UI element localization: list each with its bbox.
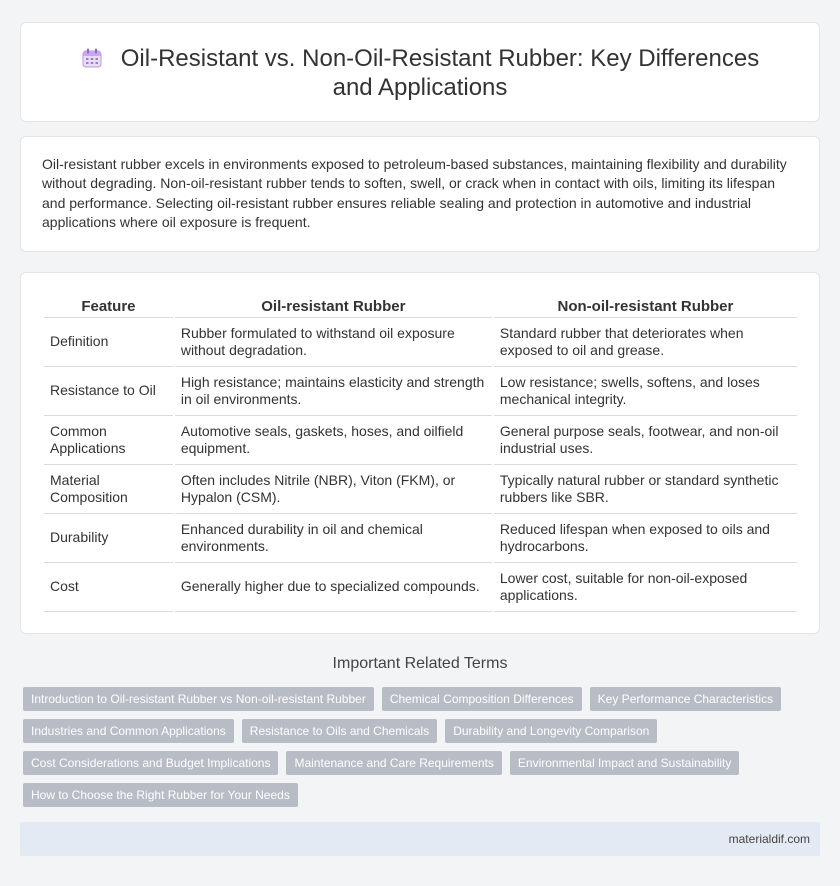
feature-cell: Cost: [44, 563, 173, 612]
feature-cell: Material Composition: [44, 465, 173, 514]
intro-paragraph: Oil-resistant rubber excels in environments exposed to petroleum-based substances, maintaining flexibility and durability without degrading. Non-oil-resistant rubber tends to soften, swell, or crack when in contact with oils, limiting its lifespan and performance. Selecting oil-resistant rubber ensures reliable sealing and protection in automotive and industrial applications where oil exposure is frequent.: [42, 156, 787, 230]
table-row: [44, 514, 797, 563]
oil-resistant-cell: High resistance; maintains elasticity and strength in oil environments.: [175, 367, 492, 416]
non-oil-resistant-cell: Low resistance; swells, softens, and loses mechanical integrity.: [494, 367, 797, 416]
feature-cell: Durability: [44, 514, 173, 563]
table-row: [44, 367, 797, 416]
footer-bar: [20, 822, 820, 856]
comparison-table: [42, 296, 799, 612]
page-title-wrap: [61, 44, 779, 102]
table-row: [44, 416, 797, 465]
related-term-tag[interactable]: Maintenance and Care Requirements: [286, 751, 501, 775]
column-header-oil-resistant: Oil-resistant Rubber: [175, 296, 492, 318]
table-header-row: [44, 296, 797, 318]
calendar-icon: [81, 47, 103, 69]
column-header-non-oil-resistant: Non-oil-resistant Rubber: [494, 296, 797, 318]
related-term-tag[interactable]: Industries and Common Applications: [23, 719, 234, 743]
related-term-tag[interactable]: Introduction to Oil-resistant Rubber vs Non-oil-resistant Rubber: [23, 687, 374, 711]
oil-resistant-cell: Automotive seals, gaskets, hoses, and oilfield equipment.: [175, 416, 492, 465]
related-terms-heading: Important Related Terms: [332, 655, 508, 672]
title-card: [20, 22, 820, 122]
related-term-tag[interactable]: Chemical Composition Differences: [382, 687, 582, 711]
non-oil-resistant-cell: Lower cost, suitable for non-oil-exposed applications.: [494, 563, 797, 612]
related-term-tag[interactable]: Environmental Impact and Sustainability: [510, 751, 739, 775]
oil-resistant-cell: Rubber formulated to withstand oil exposure without degradation.: [175, 318, 492, 367]
table-row: [44, 318, 797, 367]
table-row: [44, 563, 797, 612]
related-terms-list: [23, 687, 803, 807]
table-row: [44, 465, 797, 514]
feature-cell: Resistance to Oil: [44, 367, 173, 416]
related-term-tag[interactable]: Key Performance Characteristics: [590, 687, 781, 711]
page-title: Oil-Resistant vs. Non-Oil-Resistant Rubber: Key Differences and Applications: [120, 45, 760, 101]
related-term-tag[interactable]: How to Choose the Right Rubber for Your Needs: [23, 783, 298, 807]
related-term-tag[interactable]: Resistance to Oils and Chemicals: [242, 719, 437, 743]
intro-card: [20, 136, 820, 252]
non-oil-resistant-cell: General purpose seals, footwear, and non-oil industrial uses.: [494, 416, 797, 465]
comparison-card: [20, 272, 820, 634]
related-term-tag[interactable]: Durability and Longevity Comparison: [445, 719, 657, 743]
related-term-tag[interactable]: Cost Considerations and Budget Implications: [23, 751, 278, 775]
non-oil-resistant-cell: Reduced lifespan when exposed to oils and hydrocarbons.: [494, 514, 797, 563]
feature-cell: Definition: [44, 318, 173, 367]
non-oil-resistant-cell: Standard rubber that deteriorates when exposed to oil and grease.: [494, 318, 797, 367]
oil-resistant-cell: Often includes Nitrile (NBR), Viton (FKM), or Hypalon (CSM).: [175, 465, 492, 514]
oil-resistant-cell: Enhanced durability in oil and chemical environments.: [175, 514, 492, 563]
feature-cell: Common Applications: [44, 416, 173, 465]
footer-site-name: materialdif.com: [728, 832, 810, 846]
non-oil-resistant-cell: Typically natural rubber or standard synthetic rubbers like SBR.: [494, 465, 797, 514]
oil-resistant-cell: Generally higher due to specialized compounds.: [175, 563, 492, 612]
column-header-feature: Feature: [44, 296, 173, 318]
